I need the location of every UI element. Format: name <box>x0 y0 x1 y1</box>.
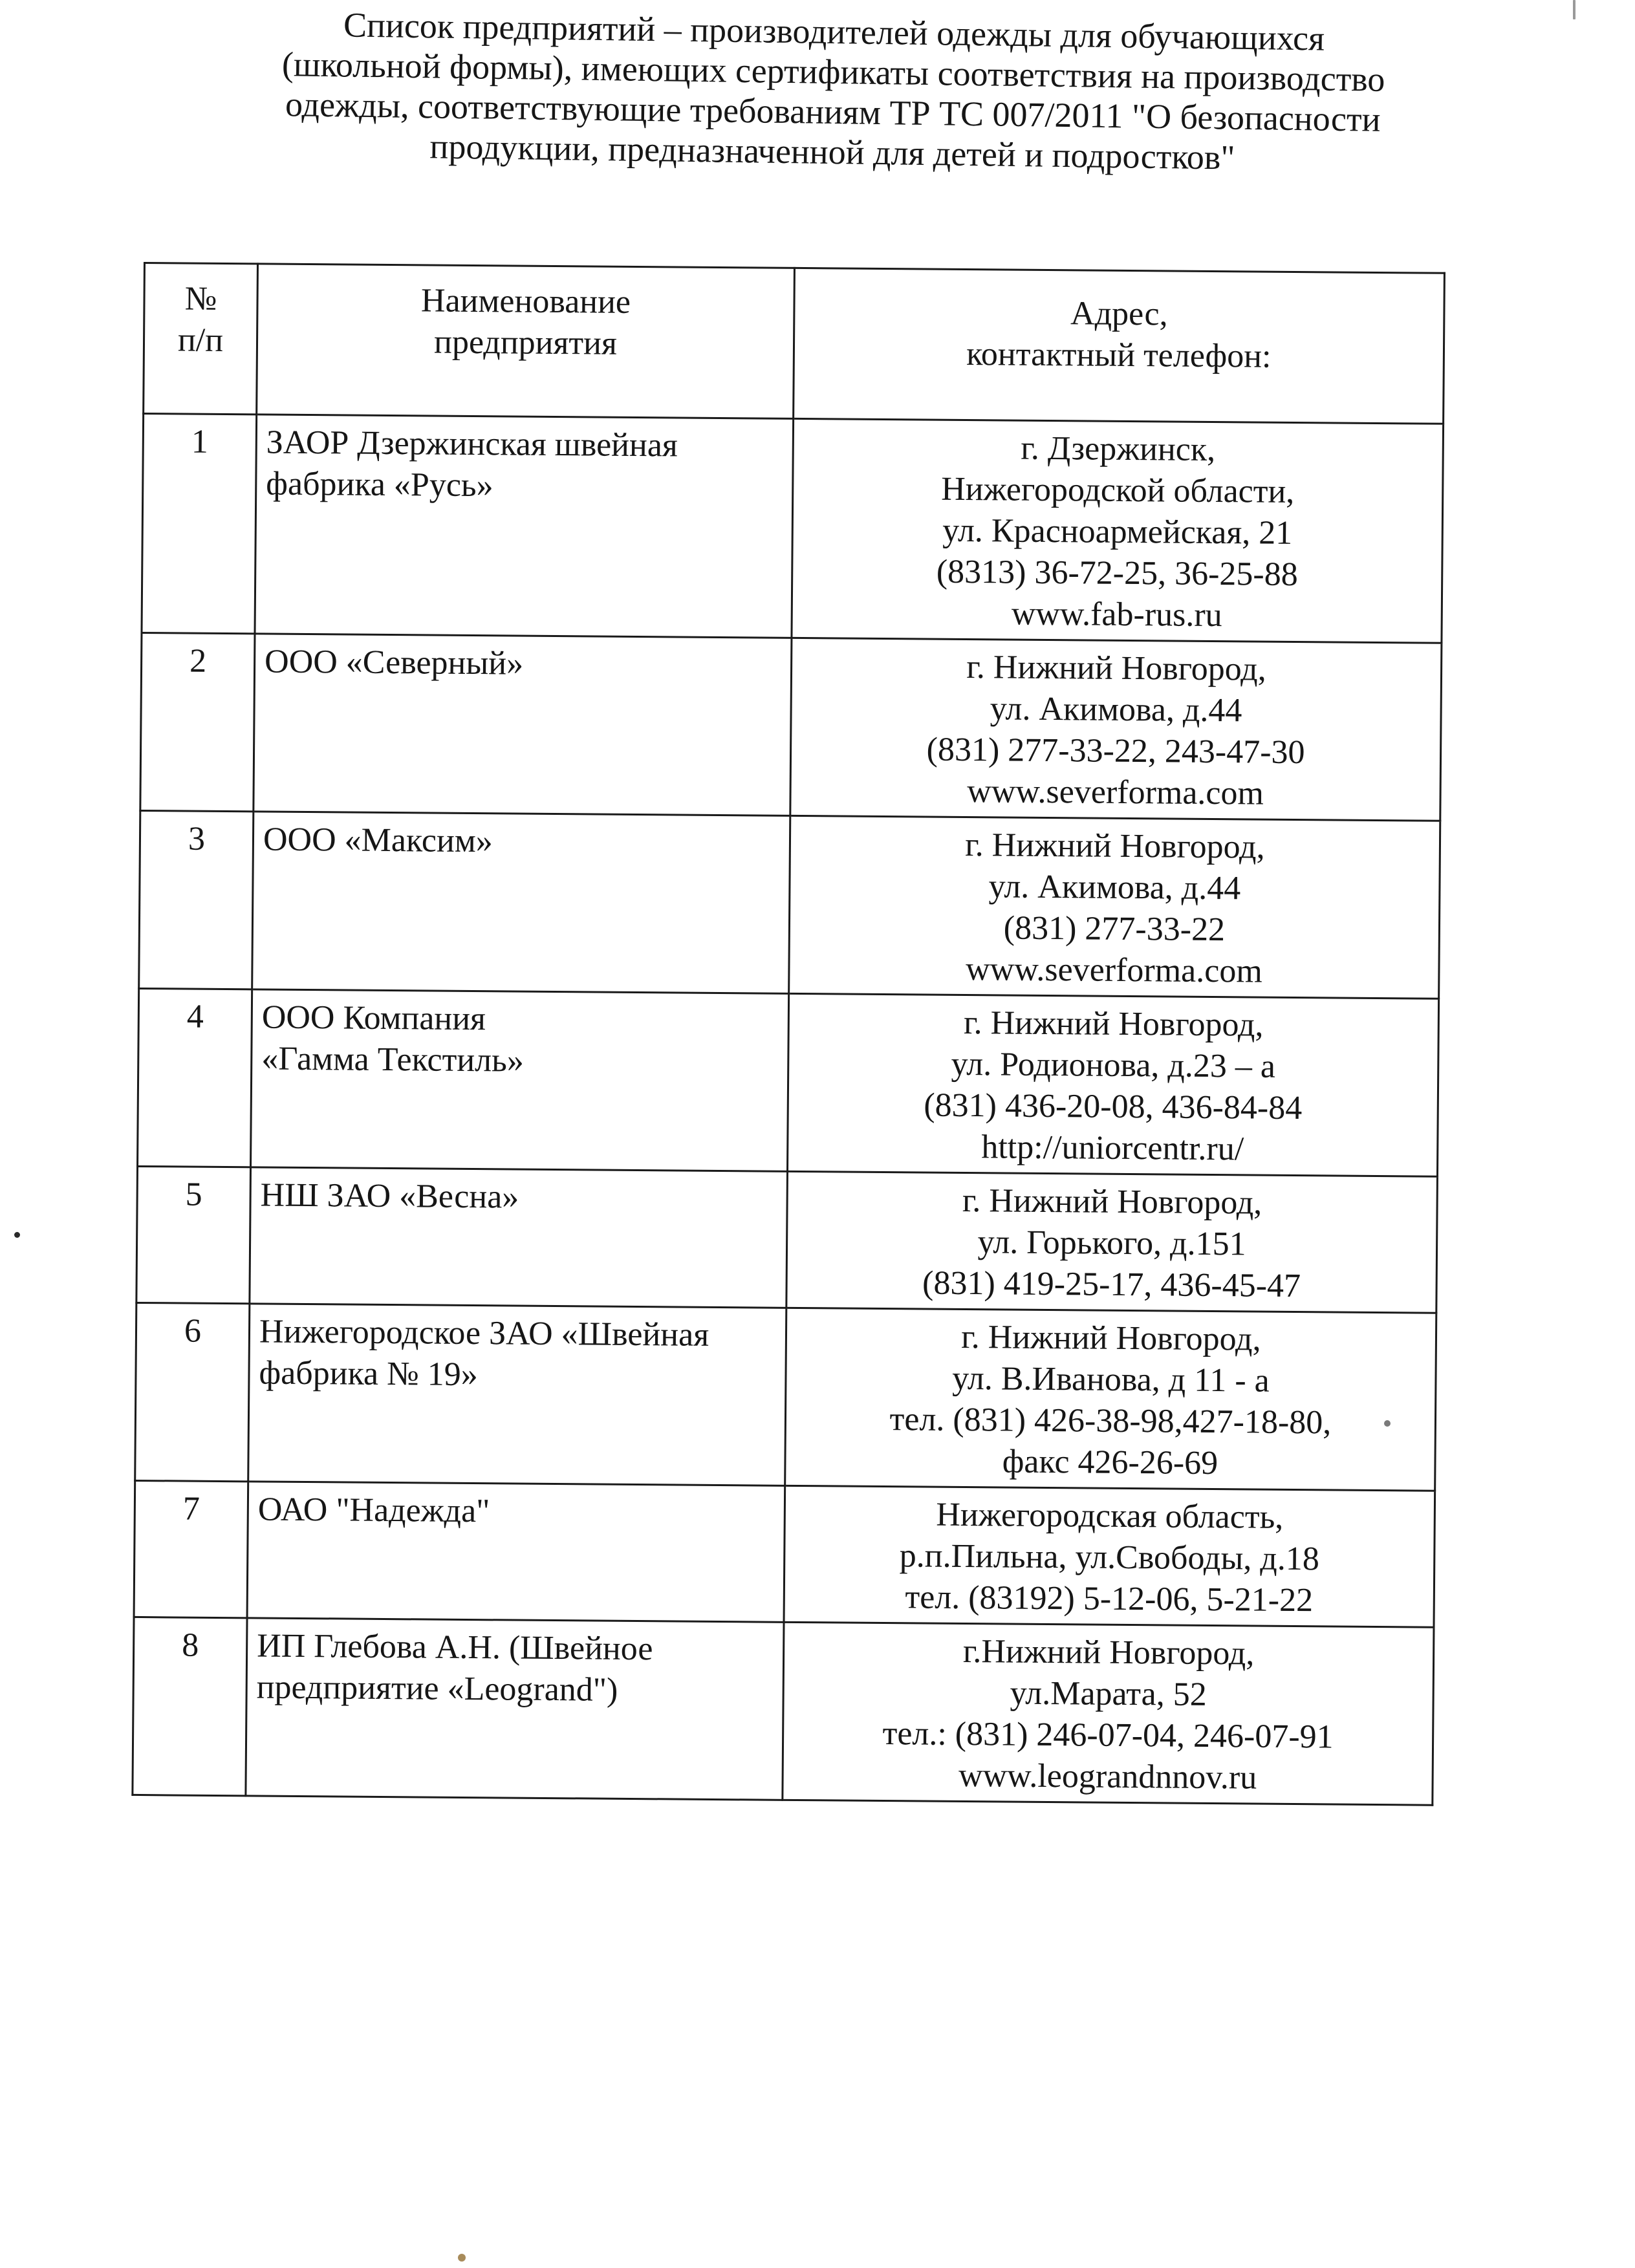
company-name-line: фабрика № 19» <box>259 1354 478 1394</box>
address-line: тел.: (831) 246-07-04, 246-07-91 <box>882 1715 1334 1756</box>
company-name-line: «Гамма Текстиль» <box>261 1040 525 1079</box>
header-line: контактный телефон: <box>966 335 1272 375</box>
address-cell <box>785 1308 1436 1491</box>
company-name-cell <box>250 1167 788 1308</box>
address-line: ул. В.Иванова, д 11 - а <box>951 1359 1270 1399</box>
address-line: ул. Акимова, д.44 <box>988 868 1241 907</box>
company-name-cell <box>246 1618 784 1800</box>
address-line: р.п.Пильна, ул.Свободы, д.18 <box>899 1537 1320 1578</box>
address-line: Нижегородская область, <box>936 1496 1284 1536</box>
company-name-line: ЗАОР Дзержинская швейная <box>266 424 678 464</box>
company-name-line: ОАО "Надежда" <box>257 1491 490 1530</box>
row-number: 4 <box>138 988 252 1167</box>
document-title <box>192 3 1475 181</box>
address-line: тел. (831) 426-38-98,427-18-80, <box>889 1401 1332 1442</box>
address-line: (831) 277-33-22, 243-47-30 <box>926 731 1305 772</box>
row-number: 2 <box>140 632 255 811</box>
address-line: Нижегородской области, <box>941 470 1295 510</box>
address-line: г. Нижний Новгород, <box>965 826 1265 866</box>
table-row <box>133 1617 1434 1805</box>
table-header-row <box>144 263 1445 424</box>
scan-speck <box>458 2254 466 2262</box>
company-name-line: Нижегородское ЗАО «Швейная <box>259 1313 709 1354</box>
website-line: www.fab-rus.ru <box>1011 595 1222 634</box>
title-line: одежды, соответствующие требованиям ТР ТС 007/2011 "О безопасности <box>285 85 1381 139</box>
row-number: 7 <box>134 1480 248 1617</box>
company-name-line: ИП Глебова А.Н. (Швейное <box>256 1627 653 1668</box>
website-line: www.leograndnnov.ru <box>958 1756 1257 1797</box>
company-name-cell <box>248 1304 786 1486</box>
table-row <box>135 1302 1436 1491</box>
company-name-line: ООО «Максим» <box>263 821 493 860</box>
company-name-line: ООО «Северный» <box>264 643 524 682</box>
website-line: www.severforma.com <box>965 951 1263 990</box>
address-cell <box>787 993 1438 1176</box>
company-name-cell <box>252 812 790 994</box>
header-address <box>794 268 1445 424</box>
company-name-cell <box>254 634 792 816</box>
address-line: (831) 419-25-17, 436-45-47 <box>922 1264 1301 1305</box>
table-row <box>140 632 1442 821</box>
company-name-line: предприятие «Leogrand") <box>256 1669 618 1709</box>
company-name-cell <box>247 1482 785 1623</box>
row-number: 1 <box>142 414 257 634</box>
address-cell <box>784 1485 1435 1627</box>
website-line: www.severforma.com <box>967 773 1264 812</box>
address-line: ул. Родионова, д.23 – а <box>951 1045 1276 1085</box>
row-number: 6 <box>135 1302 250 1481</box>
title-line: Список предприятий – производителей одежды для обучающихся <box>343 5 1325 58</box>
address-cell <box>790 638 1442 821</box>
address-line: (831) 436-20-08, 436-84-84 <box>924 1086 1303 1127</box>
header-line: предприятия <box>433 323 618 362</box>
address-line: г. Нижний Новгород, <box>963 1004 1264 1044</box>
company-name-cell <box>251 989 789 1172</box>
table-row <box>136 1166 1438 1313</box>
row-number: 5 <box>136 1166 251 1303</box>
scan-speck <box>1573 0 1575 19</box>
company-name-line: ООО Компания <box>261 999 486 1038</box>
scan-speck <box>1384 1420 1391 1427</box>
table-row <box>142 414 1444 643</box>
company-name-line: НШ ЗАО «Весна» <box>260 1176 519 1216</box>
header-number <box>144 263 258 415</box>
company-name-line: фабрика «Русь» <box>266 465 493 504</box>
title-line: продукции, предназначенной для детей и подростков" <box>429 127 1235 177</box>
header-line: п/п <box>177 321 224 359</box>
header-line: Адрес, <box>1070 295 1168 333</box>
table-row <box>139 810 1440 999</box>
address-line: факс 426-26-69 <box>1002 1443 1218 1482</box>
scan-speck <box>14 1232 20 1238</box>
address-line: г. Дзержинск, <box>1021 429 1216 469</box>
suppliers-table-container <box>131 262 1444 1806</box>
address-line: ул.Марата, 52 <box>1010 1674 1207 1713</box>
row-number: 8 <box>133 1617 247 1795</box>
address-cell <box>792 418 1444 643</box>
address-cell <box>786 1171 1438 1313</box>
address-line: ул. Акимова, д.44 <box>990 690 1242 729</box>
address-line: ул. Горького, д.151 <box>977 1224 1246 1263</box>
table-row <box>138 988 1439 1176</box>
address-line: (831) 277-33-22 <box>1003 909 1226 949</box>
header-name <box>257 264 795 419</box>
address-line: г.Нижний Новгород, <box>962 1633 1255 1672</box>
header-line: Наименование <box>420 282 631 321</box>
website-line: http://uniorcentr.ru/ <box>981 1129 1244 1168</box>
address-line: ул. Красноармейская, 21 <box>942 512 1293 552</box>
address-line: г. Нижний Новгород, <box>966 649 1267 688</box>
table-row <box>134 1480 1435 1627</box>
address-line: г. Нижний Новгород, <box>962 1182 1262 1222</box>
address-line: г. Нижний Новгород, <box>961 1318 1261 1358</box>
title-line: (школьной формы), имеющих сертификаты соответствия на производство <box>281 45 1385 99</box>
address-cell <box>789 815 1440 999</box>
address-line: (8313) 36-72-25, 36-25-88 <box>936 553 1298 594</box>
address-line: тел. (83192) 5-12-06, 5-21-22 <box>905 1579 1314 1619</box>
company-name-cell <box>255 415 794 638</box>
row-number: 3 <box>139 810 254 989</box>
suppliers-table <box>131 262 1446 1806</box>
header-line: № <box>184 280 217 318</box>
address-cell <box>783 1622 1434 1805</box>
